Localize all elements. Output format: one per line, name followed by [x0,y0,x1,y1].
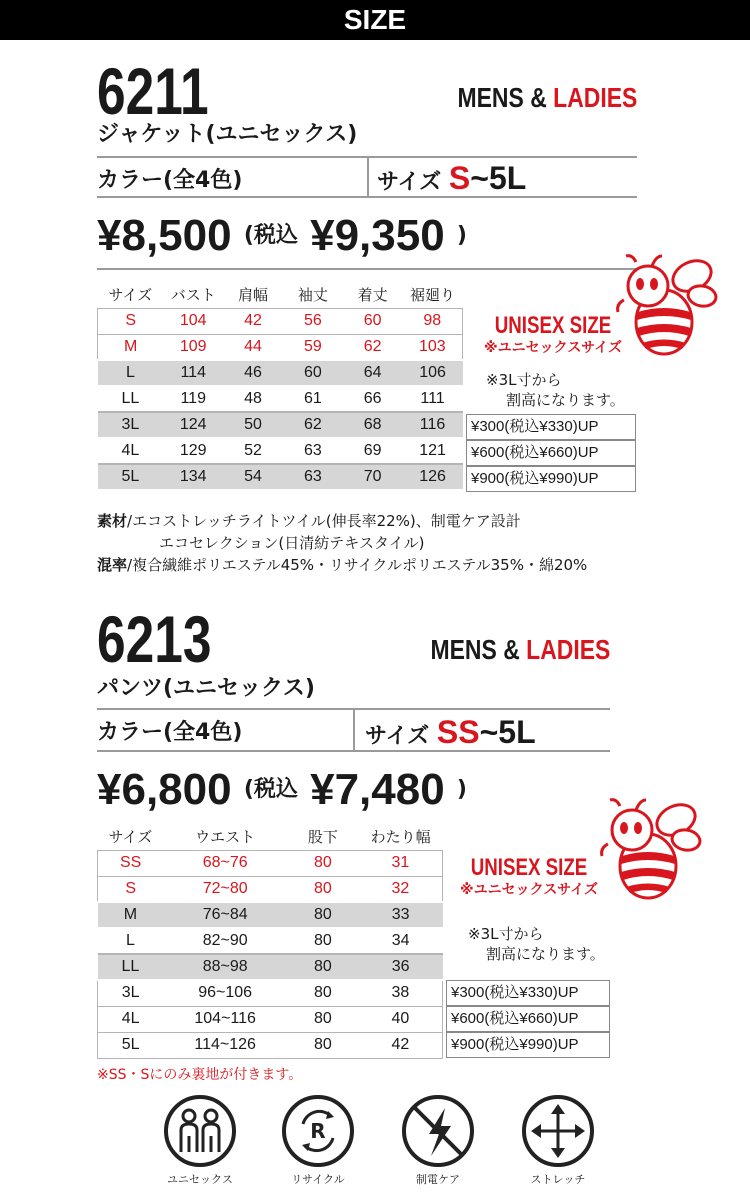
jacket-gender: MENS & LADIES [457,82,637,113]
column-header: 股下 [307,829,338,847]
column-header: バスト [170,287,216,305]
pants-section [97,600,610,820]
icon-caption: ユニセックス [167,1173,233,1186]
stretch-feature [516,1094,600,1185]
column-header: 袖丈 [297,287,328,305]
icon-caption: 制電ケア [416,1173,460,1186]
antistatic-icon [401,1094,475,1168]
bee-mascot-icon [612,254,722,362]
divider [367,158,369,196]
jacket-unisex-label: UNISEX SIZE ※ユニセックスサイズ [483,312,623,356]
size-header: SIZE [0,0,750,40]
table-row: 3L 96~106 80 38 [98,980,443,1006]
pants-3l-note: ※3L寸から 割高になります。 [468,925,605,963]
pants-upcharge-5l: ¥900(税込¥990)UP [446,1032,610,1058]
divider [97,196,637,198]
divider [353,710,355,750]
column-header: ウエスト [195,829,256,847]
jacket-price: ¥8,500 (税込 ¥9,350 ) [97,211,467,260]
stretch-icon [521,1094,595,1168]
recycle-icon [281,1094,355,1168]
unisex-icon [163,1094,237,1168]
table-row: LL 88~98 80 36 [98,954,443,980]
svg-text:R: R [310,1119,326,1143]
column-header: わたり幅 [370,829,431,847]
table-row: M 109 44 59 62 103 [98,334,463,360]
column-header: サイズ [108,287,153,305]
jacket-name: ジャケット(ユニセックス) [97,122,358,147]
table-row: S 72~80 80 32 [98,876,443,902]
divider [97,750,610,752]
table-row: 4L 129 52 63 69 121 [98,438,463,464]
pants-gender: MENS & LADIES [430,634,610,665]
pants-number: 6213 [97,602,212,676]
table-row: 3L 124 50 62 68 116 [98,412,463,438]
pants-colors: カラー(全4色) [97,720,243,745]
jacket-upcharge-3l: ¥300(税込¥330)UP [466,414,636,440]
table-row: 4L 104~116 80 40 [98,1006,443,1032]
icon-caption: リサイクル [291,1173,345,1186]
jacket-upcharge-4l: ¥600(税込¥660)UP [466,440,636,466]
table-row: L 82~90 80 34 [98,928,443,954]
table-row: L 114 46 60 64 106 [98,360,463,386]
jacket-number: 6211 [97,54,209,128]
pants-size-range: サイズ SS~5L [365,714,536,750]
bee-mascot-icon [596,798,706,906]
column-header: 着丈 [357,287,388,305]
material-info: 素材/エコストレッチライトツイル(伸長率22%)、制電ケア設計 エコセレクション(日清紡テキスタイル) 混率/複合繊維ポリエステル45%・リサイクルポリエステル35%・綿20% [97,512,588,574]
pants-upcharge-4l: ¥600(税込¥660)UP [446,1006,610,1032]
jacket-size-table [97,284,463,491]
jacket-colors: カラー(全4色) [97,168,243,193]
table-row: M 76~84 80 33 [98,902,443,928]
column-header: 肩幅 [238,287,269,305]
pants-price: ¥6,800 (税込 ¥7,480 ) [97,765,467,814]
pants-upcharge-3l: ¥300(税込¥330)UP [446,980,610,1006]
column-header: 裾廻り [410,287,456,305]
pants-name: パンツ(ユニセックス) [97,676,315,701]
table-row: SS 68~76 80 31 [98,850,443,876]
jacket-3l-note: ※3L寸から 割高になります。 [486,371,625,409]
pants-unisex-label: UNISEX SIZE ※ユニセックスサイズ [459,854,599,898]
table-row: 5L 134 54 63 70 126 [98,464,463,490]
column-header: サイズ [108,829,153,847]
icon-caption: ストレッチ [530,1173,586,1186]
unisex-feature [158,1094,242,1185]
jacket-upcharge-5l: ¥900(税込¥990)UP [466,466,636,492]
lining-footnote: ※SS・Sにのみ裏地が付きます。 [97,1067,303,1083]
table-row: LL 119 48 61 66 111 [98,386,463,412]
antistatic-feature [396,1094,480,1185]
recycle-feature [276,1094,360,1185]
pants-size-table [97,826,443,1059]
table-row: S 104 42 56 60 98 [98,308,463,334]
divider [97,268,637,270]
table-row: 5L 114~126 80 42 [98,1032,443,1058]
jacket-size-range: サイズ S~5L [377,160,527,196]
